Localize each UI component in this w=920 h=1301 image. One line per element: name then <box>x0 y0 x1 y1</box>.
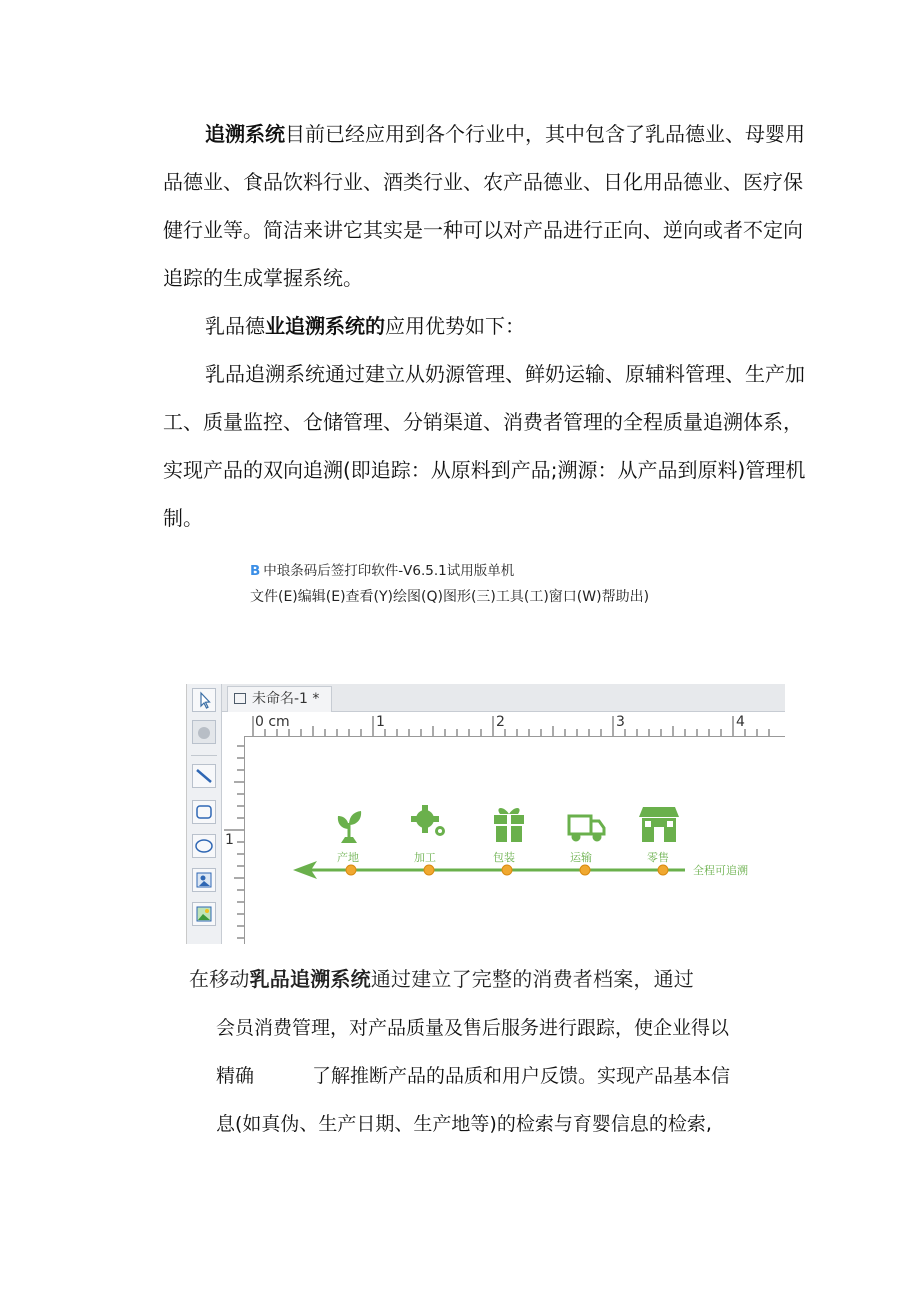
para3-line-4: 制。 <box>163 506 203 530</box>
para3-line-3: 实现产品的双向追溯(即追踪：从原料到产品;溯源：从产品到原料)管理机 <box>163 458 806 482</box>
vruler-mark: 1 <box>225 832 234 848</box>
tool-palette <box>187 684 222 944</box>
app-title: 中琅条码后签打印软件-V6.5.1试用版单机 <box>263 563 515 579</box>
intro-paragraph-1 <box>163 110 813 302</box>
closing-line-3: 息(如真伪、生产日期、生产地等)的检索与育婴信息的检索, <box>216 1113 712 1135</box>
para3-line-2: 工、质量监控、仓储管理、分销渠道、消费者管理的全程质量追溯体系， <box>163 410 803 434</box>
step-dot <box>580 865 590 875</box>
para3-line-1: 乳品追溯系统通过建立从奶源管理、鲜奶运输、原辅料管理、生产加 <box>205 362 805 386</box>
rectangle-tool-icon[interactable] <box>192 800 216 824</box>
toolbar-divider <box>191 755 217 756</box>
step-label-packaging: 包装 <box>493 851 515 864</box>
ruler-mark: 3 <box>616 714 625 730</box>
intro-paragraph-3 <box>163 350 813 542</box>
step-dot <box>502 865 512 875</box>
picture-tool-icon[interactable] <box>192 902 216 926</box>
caption-post: 通过建立了完整的消费者档案，通过 <box>370 967 695 991</box>
line-tool-icon[interactable] <box>192 764 216 788</box>
packaging-gift-icon <box>494 808 524 843</box>
step-label-processing: 加工 <box>414 851 436 864</box>
origin-icon <box>338 811 361 843</box>
retail-store-icon <box>639 807 679 842</box>
closing-line-2a: 精确 <box>216 1065 255 1087</box>
step-label-transport: 运输 <box>570 851 592 864</box>
image-tool-icon[interactable] <box>192 868 216 892</box>
step-dot <box>346 865 356 875</box>
ruler-unit-label: 0 cm <box>255 714 290 730</box>
intro-line-1 <box>163 110 813 158</box>
ellipse-tool-icon[interactable] <box>192 834 216 858</box>
label-editor-screenshot <box>186 684 785 944</box>
step-label-retail: 零售 <box>647 851 669 864</box>
document-icon <box>234 693 246 704</box>
step-dot <box>658 865 668 875</box>
caption-line <box>189 963 694 992</box>
document-tab-bar <box>222 684 785 712</box>
caption-pre: 在移动 <box>189 967 250 991</box>
intro-line-4: 追踪的生成掌握系统。 <box>163 266 363 290</box>
para2-pre: 乳品德 <box>205 314 265 338</box>
caption-bold: 乳品追溯系统 <box>249 967 371 991</box>
document-tab[interactable] <box>227 686 332 712</box>
ruler-mark: 2 <box>496 714 505 730</box>
intro-line-1-text: 目前已经应用到各个行业中，其中包含了乳品德业、母婴用 <box>285 122 805 146</box>
vertical-ruler <box>222 736 245 944</box>
ruler-mark: 4 <box>736 714 745 730</box>
intro-line-2: 品德业、食品饮料行业、酒类行业、农产品德业、日化用品德业、医疗保 <box>163 170 803 194</box>
select-tool-icon[interactable] <box>192 688 216 712</box>
app-logo-icon: B <box>250 563 261 579</box>
app-title-line <box>250 559 514 579</box>
full-trace-label: 全程可追溯 <box>693 864 748 877</box>
closing-line-2 <box>216 1052 776 1100</box>
intro-paragraph-2 <box>163 302 813 350</box>
trace-diagram <box>245 737 785 944</box>
app-menu-bar[interactable]: 文件(E)编辑(E)查看(Y)绘图(Q)图形(三)工具(工)窗口(W)帮助出) <box>250 589 650 605</box>
step-label-origin: 产地 <box>337 851 359 864</box>
ruler-mark: 1 <box>376 714 385 730</box>
para2-bold: 业追溯系统的 <box>265 314 385 338</box>
step-dot <box>424 865 434 875</box>
closing-line-1: 会员消费管理，对产品质量及售后服务进行跟踪，使企业得以 <box>216 1017 730 1039</box>
horizontal-ruler <box>245 712 785 737</box>
transport-truck-icon <box>569 816 604 840</box>
ruler-corner <box>222 712 246 737</box>
intro-line-3: 健行业等。简洁来讲它其实是一种可以对产品进行正向、逆向或者不定向 <box>163 218 803 242</box>
document-tab-title: 未命名-1 * <box>252 691 320 707</box>
para2-post: 应用优势如下： <box>385 314 525 338</box>
processing-gear-icon <box>411 805 445 836</box>
pan-tool-icon[interactable] <box>192 720 216 744</box>
closing-line-2b: 了解推断产品的品质和用户反馈。实现产品基本信 <box>312 1065 731 1087</box>
traceability-system-term: 追溯系统 <box>205 122 285 146</box>
closing-paragraph <box>216 1004 776 1148</box>
